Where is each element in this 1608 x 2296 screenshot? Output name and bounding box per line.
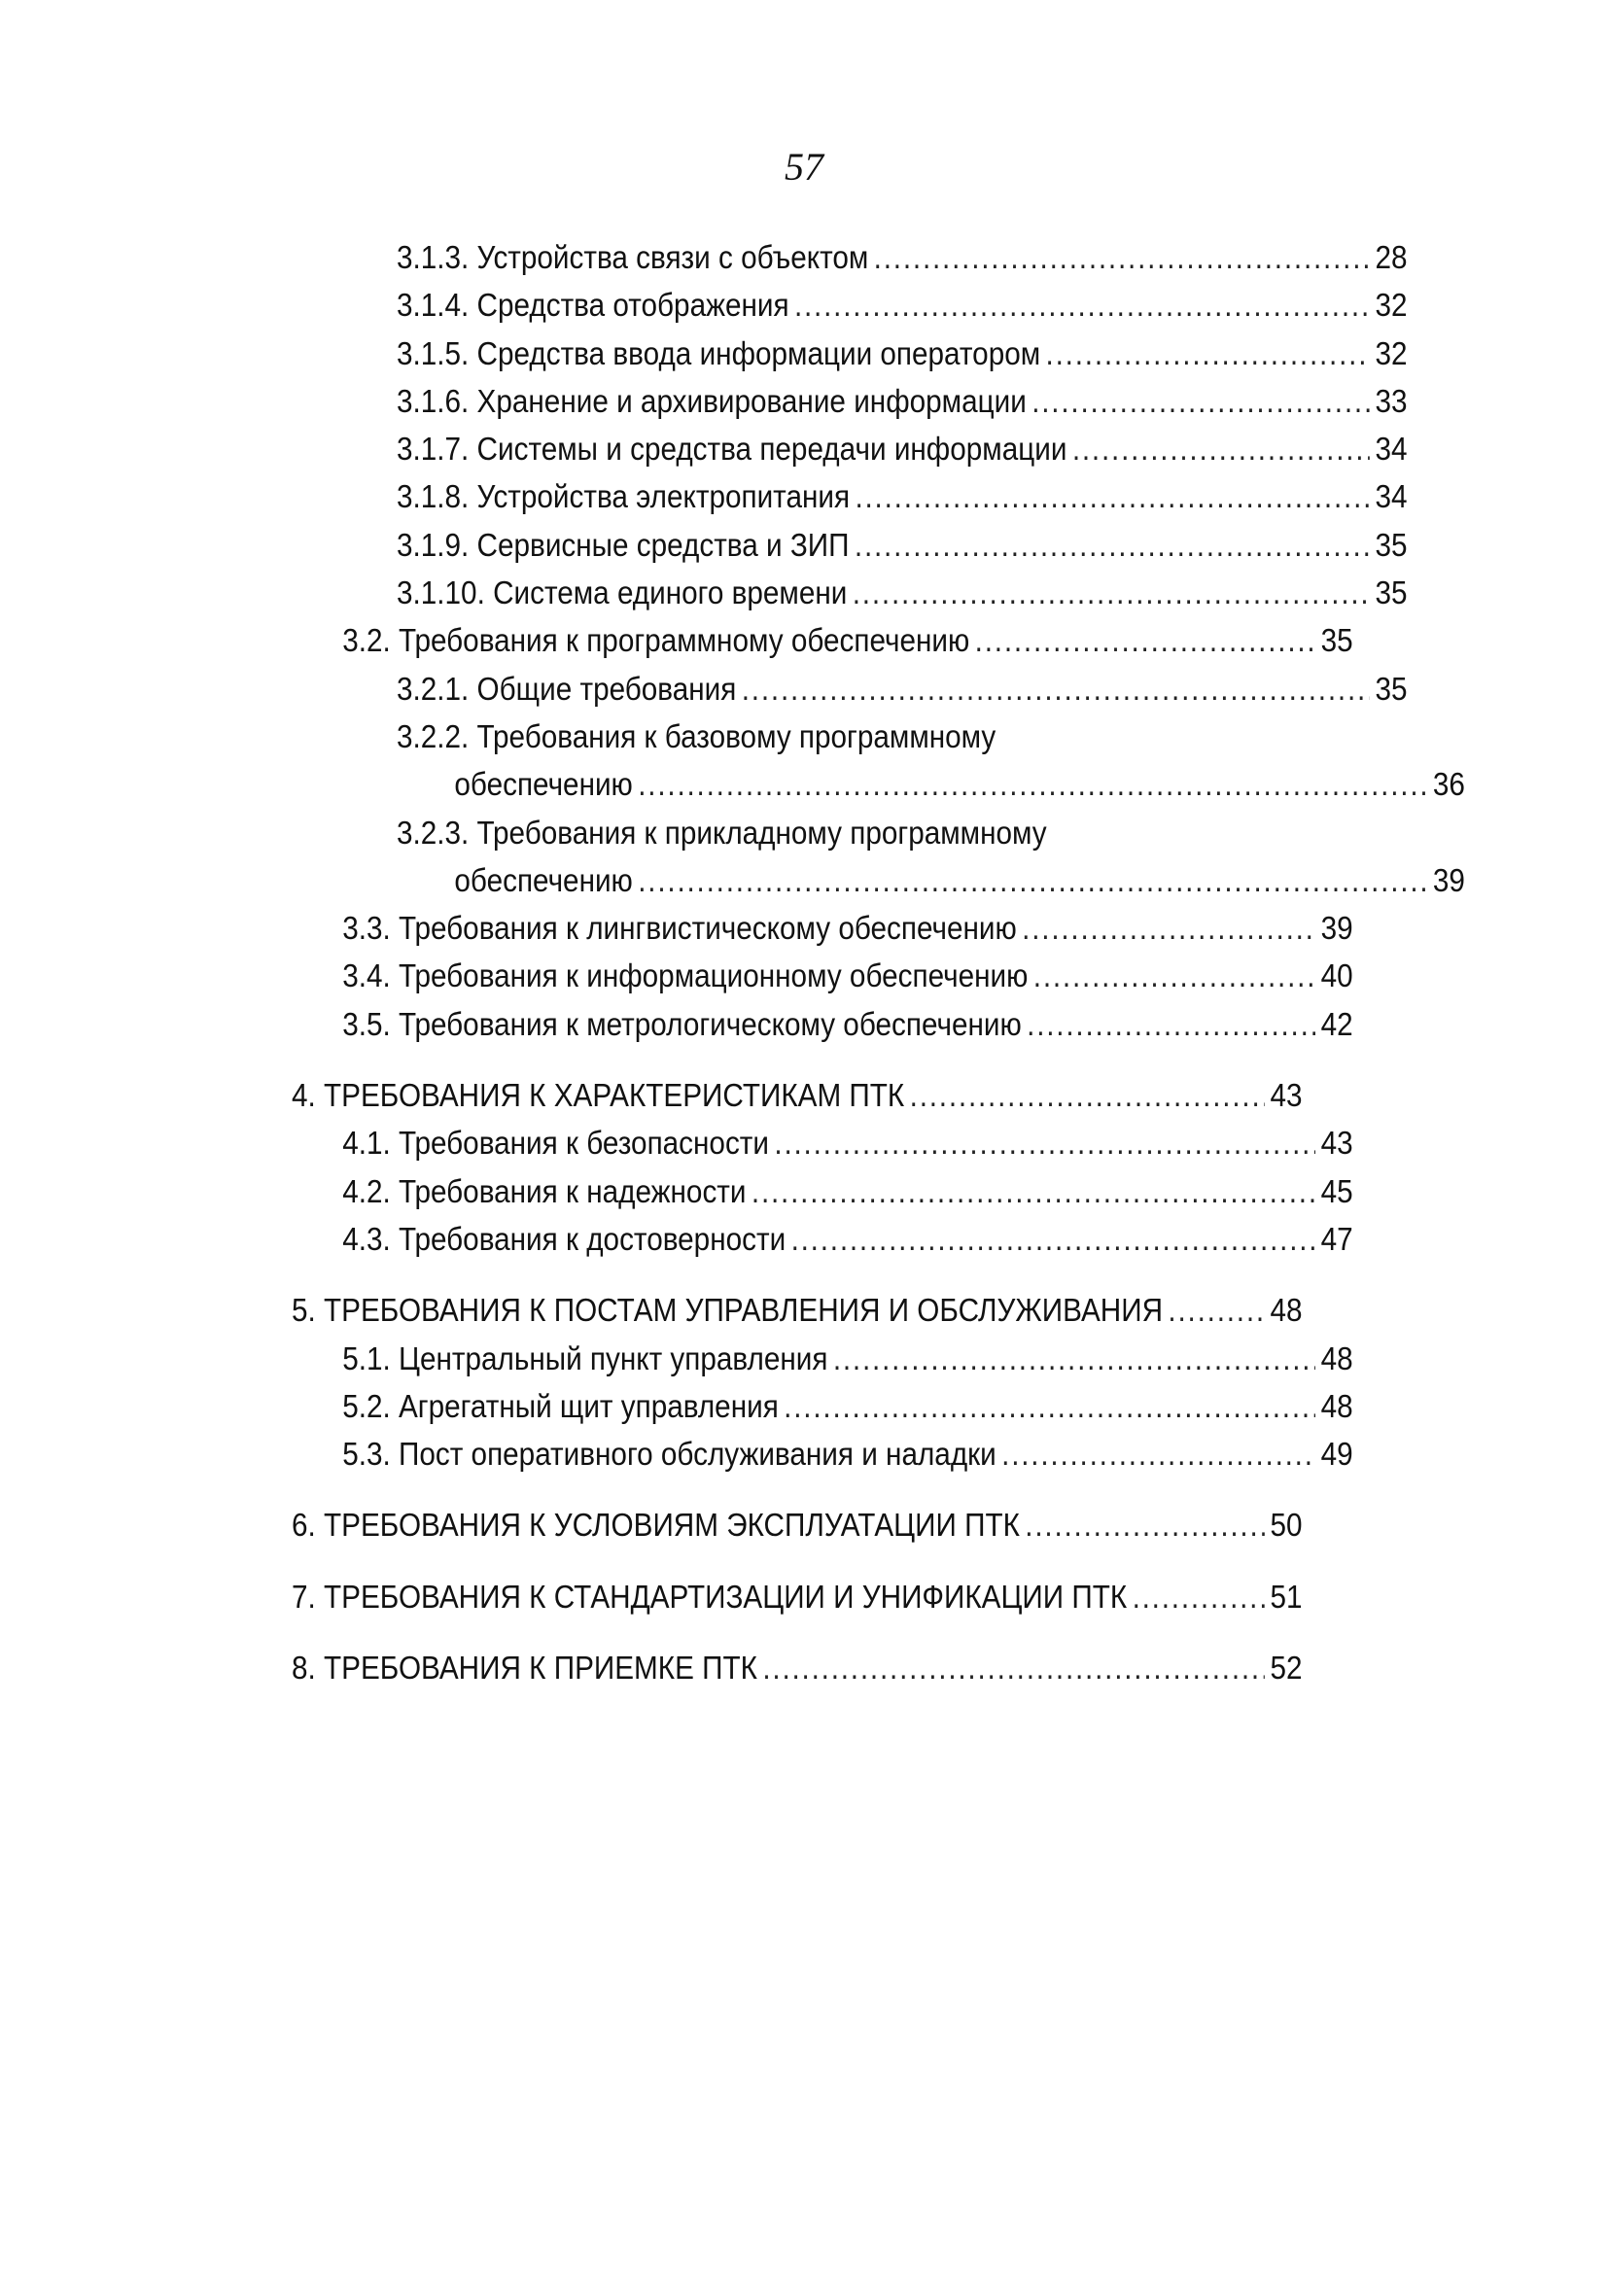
toc-entry-title: 4.3. Требования к достоверности	[342, 1220, 787, 1257]
page-number: 57	[785, 145, 823, 189]
chapter-spacer	[292, 1478, 1303, 1501]
toc-entry-title: 6. ТРЕБОВАНИЯ К УСЛОВИЯМ ЭКСПЛУАТАЦИИ ПТК	[292, 1507, 1020, 1544]
toc-entry	[292, 472, 1408, 520]
toc-entry-page: 32	[1375, 287, 1408, 324]
dot-leader	[752, 1167, 1315, 1215]
toc-entry-page: 47	[1320, 1220, 1353, 1257]
toc-entry	[292, 1167, 1353, 1215]
dot-leader	[1133, 1573, 1265, 1620]
toc-entry-page: 32	[1375, 334, 1408, 371]
toc-entry-page: 48	[1320, 1339, 1353, 1376]
toc-entry-continuation-line	[292, 760, 1465, 808]
toc-entry-title: 8. ТРЕБОВАНИЯ К ПРИЕМКЕ ПТК	[292, 1650, 757, 1687]
dot-leader	[1072, 425, 1370, 472]
toc-entry-title: 3.2.2. Требования к базовому программному	[397, 717, 996, 754]
toc-entry-page: 28	[1375, 239, 1408, 275]
toc-entry	[292, 1430, 1353, 1478]
toc-entry	[292, 1573, 1303, 1620]
dot-leader	[855, 472, 1370, 520]
toc-entry	[292, 952, 1353, 999]
toc-entry-title-continuation: обеспечению	[454, 766, 633, 803]
toc-entry	[292, 809, 1408, 856]
toc-entry-page: 33	[1375, 382, 1408, 419]
dot-leader	[638, 856, 1427, 904]
toc-entry	[292, 616, 1353, 664]
toc-entry	[292, 1071, 1303, 1119]
toc-entry	[292, 1286, 1303, 1334]
dot-leader	[1001, 1430, 1315, 1478]
dot-leader	[1027, 1000, 1315, 1048]
toc-entry	[292, 377, 1408, 425]
toc-entry	[292, 330, 1408, 377]
toc-entry-title: 3.1.7. Системы и средства передачи информации	[397, 431, 1067, 468]
chapter-spacer	[292, 1620, 1303, 1644]
toc-entry	[292, 904, 1353, 952]
toc-entry-page: 50	[1270, 1507, 1303, 1544]
toc-entry-page: 40	[1320, 957, 1353, 994]
toc-entry	[292, 521, 1408, 569]
toc-entry-title: 3.1.3. Устройства связи с объектом	[397, 239, 869, 275]
toc-entry	[292, 1215, 1353, 1263]
toc-entry-title: 3.5. Требования к метрологическому обеспечению	[342, 1005, 1022, 1042]
dot-leader	[1033, 952, 1315, 999]
toc-entry-page: 43	[1270, 1077, 1303, 1114]
toc-entry-title: 3.2.3. Требования к прикладному программному	[397, 814, 1047, 851]
dot-leader	[975, 616, 1316, 664]
toc-entry-title: 5.2. Агрегатный щит управления	[342, 1387, 779, 1424]
toc-entry	[292, 569, 1408, 616]
toc-entry-title: 3.2. Требования к программному обеспечению	[342, 622, 970, 659]
toc-entry-page: 42	[1320, 1005, 1353, 1042]
toc-entry-title: 3.1.4. Средства отображения	[397, 287, 789, 324]
toc-entry-title: 3.2.1. Общие требования	[397, 670, 737, 707]
toc-entry-title: 3.1.8. Устройства электропитания	[397, 478, 851, 515]
dot-leader	[791, 1215, 1316, 1263]
dot-leader	[910, 1071, 1265, 1119]
toc-entry-page: 51	[1270, 1578, 1303, 1615]
toc-entry-title: 3.1.5. Средства ввода информации оператором	[397, 334, 1041, 371]
toc-entry-page: 36	[1432, 766, 1465, 803]
toc-entry	[292, 1382, 1353, 1430]
toc-entry	[292, 1644, 1303, 1691]
toc-entry-title: 5. ТРЕБОВАНИЯ К ПОСТАМ УПРАВЛЕНИЯ И ОБСЛУЖИВАНИЯ	[292, 1292, 1164, 1329]
toc-entry-page: 39	[1320, 910, 1353, 947]
toc-entry-title: 4.1. Требования к безопасности	[342, 1125, 769, 1162]
toc-entry-page: 43	[1320, 1125, 1353, 1162]
dot-leader	[833, 1335, 1315, 1382]
dot-leader	[1168, 1286, 1265, 1334]
dot-leader	[794, 281, 1370, 329]
toc-entry	[292, 281, 1408, 329]
toc-entry-title: 3.4. Требования к информационному обеспечению	[342, 957, 1029, 994]
toc-entry	[292, 425, 1408, 472]
toc-entry	[292, 1119, 1353, 1166]
dot-leader	[874, 233, 1370, 281]
toc-entry-title: 3.3. Требования к лингвистическому обеспечению	[342, 910, 1017, 947]
dot-leader	[784, 1382, 1315, 1430]
dot-leader	[853, 569, 1370, 616]
dot-leader	[762, 1644, 1265, 1691]
toc-entry-page: 45	[1320, 1172, 1353, 1209]
toc-entry-page: 35	[1375, 670, 1408, 707]
toc-entry-page: 48	[1270, 1292, 1303, 1329]
dot-leader	[1022, 904, 1315, 952]
dot-leader	[742, 665, 1370, 713]
toc-entry-title: 3.1.6. Хранение и архивирование информации	[397, 382, 1027, 419]
toc-entry-title: 7. ТРЕБОВАНИЯ К СТАНДАРТИЗАЦИИ И УНИФИКАЦИИ ПТК	[292, 1578, 1128, 1615]
toc-entry-page: 49	[1320, 1436, 1353, 1473]
toc-entry	[292, 1335, 1353, 1382]
toc-entry-title: 3.1.9. Сервисные средства и ЗИП	[397, 526, 850, 563]
toc-entry-page: 39	[1432, 861, 1465, 898]
toc-entry-page: 35	[1375, 526, 1408, 563]
toc-entry-title: 4. ТРЕБОВАНИЯ К ХАРАКТЕРИСТИКАМ ПТК	[292, 1077, 905, 1114]
toc-entry	[292, 1000, 1353, 1048]
dot-leader	[774, 1119, 1315, 1166]
toc-entry-page: 34	[1375, 431, 1408, 468]
toc-entry-page: 34	[1375, 478, 1408, 515]
toc-entry-page: 35	[1320, 622, 1353, 659]
dot-leader	[855, 521, 1370, 569]
toc-entry-title: 3.1.10. Система единого времени	[397, 574, 848, 611]
dot-leader	[1031, 377, 1370, 425]
toc-entry-title: 5.1. Центральный пункт управления	[342, 1339, 828, 1376]
dot-leader	[1025, 1501, 1265, 1548]
chapter-spacer	[292, 1549, 1303, 1573]
toc-entry-page: 48	[1320, 1387, 1353, 1424]
table-of-contents	[292, 233, 1465, 1691]
toc-entry	[292, 713, 1408, 760]
chapter-spacer	[292, 1048, 1303, 1071]
toc-entry-continuation-line	[292, 856, 1465, 904]
dot-leader	[1046, 330, 1370, 377]
toc-entry-page: 52	[1270, 1650, 1303, 1687]
toc-entry	[292, 665, 1408, 713]
chapter-spacer	[292, 1263, 1303, 1286]
toc-entry-title-continuation: обеспечению	[454, 861, 633, 898]
toc-entry-page: 35	[1375, 574, 1408, 611]
toc-entry	[292, 233, 1408, 281]
toc-entry-title: 5.3. Пост оперативного обслуживания и наладки	[342, 1436, 996, 1473]
toc-entry	[292, 1501, 1303, 1548]
dot-leader	[638, 760, 1427, 808]
toc-entry-title: 4.2. Требования к надежности	[342, 1172, 747, 1209]
